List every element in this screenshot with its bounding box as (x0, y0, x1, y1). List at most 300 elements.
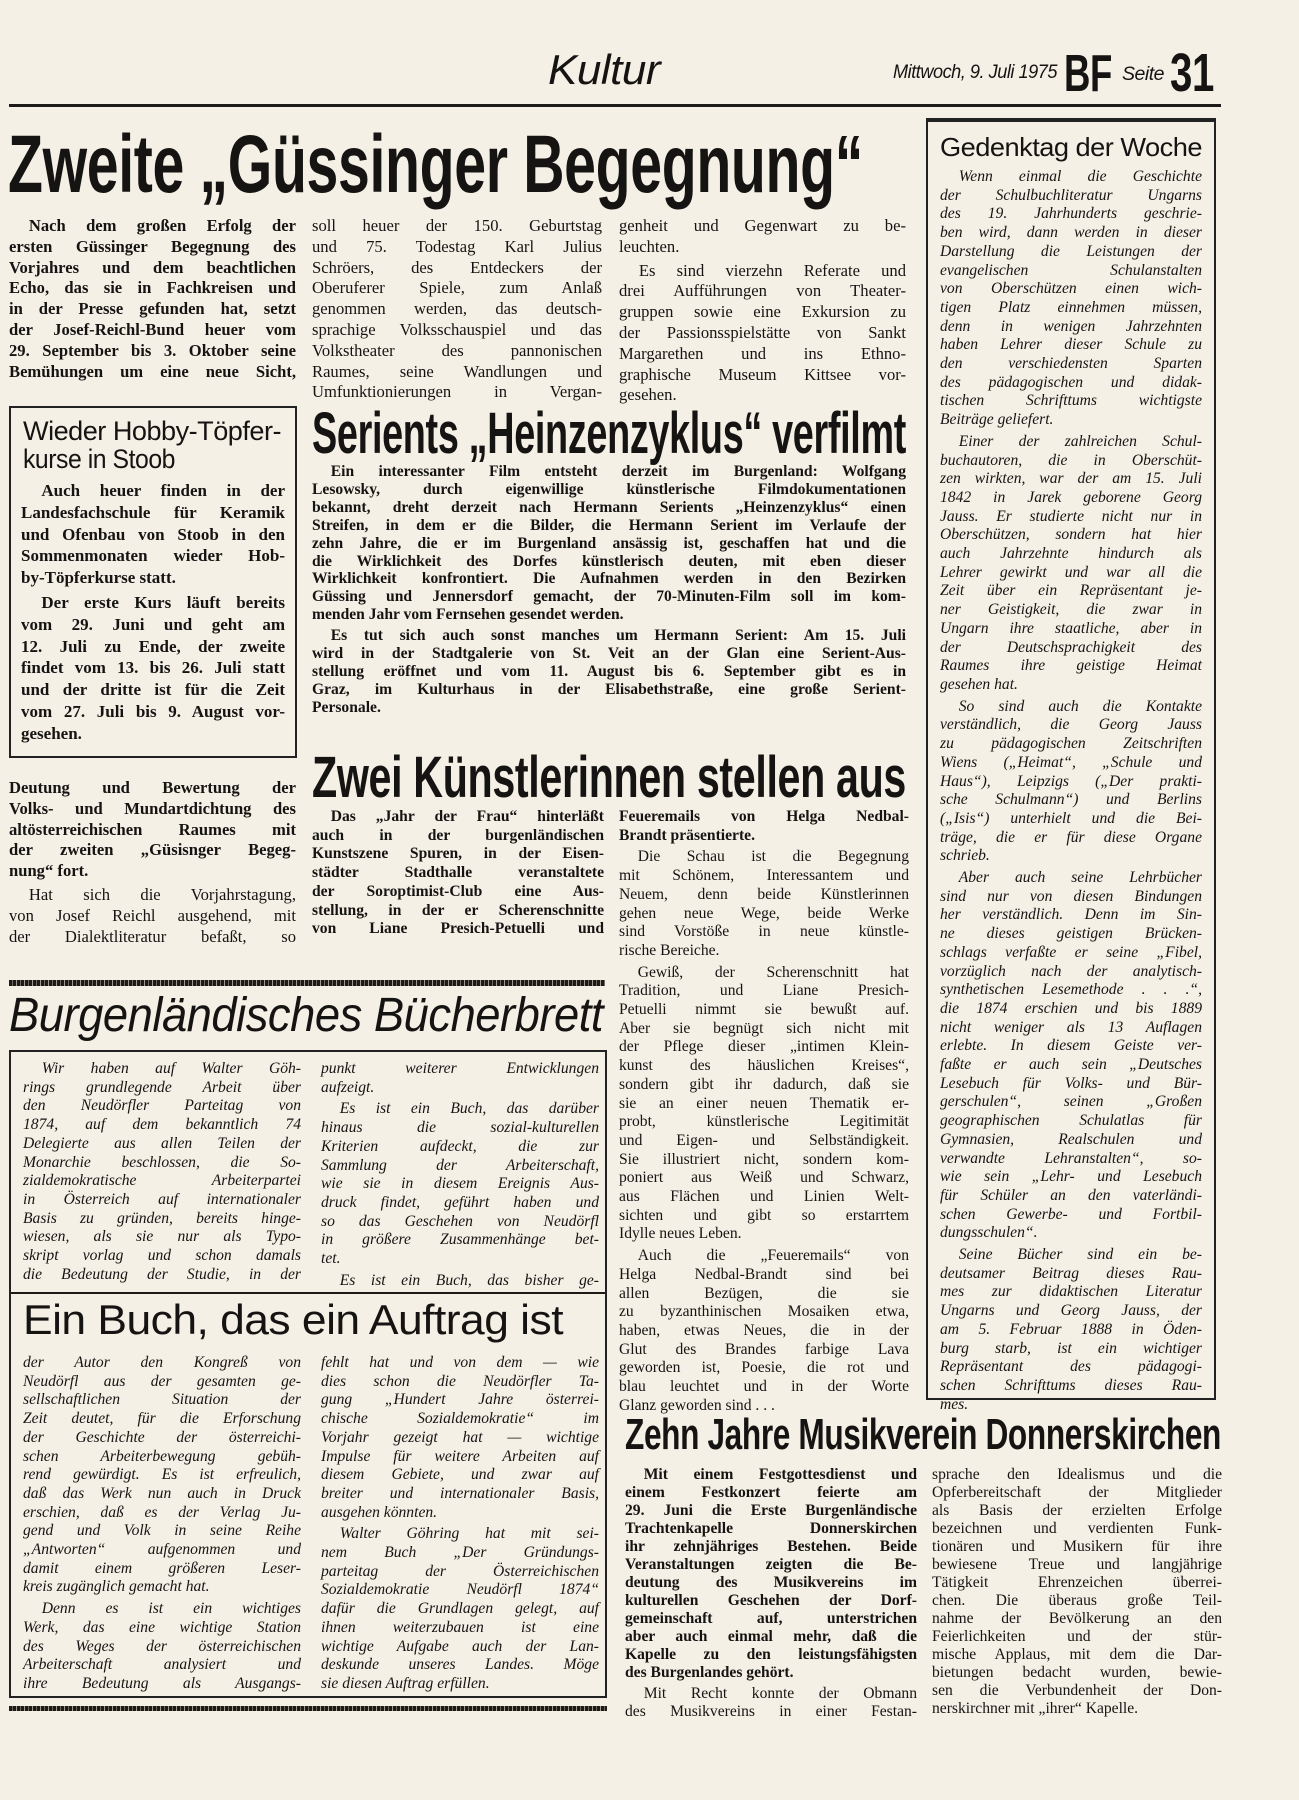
text-line: vorzüglich nach der analytisch- (940, 962, 1202, 980)
text-line: sind nur von diesen Bindungen (940, 887, 1202, 905)
text-line: Vorjahres und dem beachtlichen (9, 257, 296, 277)
text-line: Auch heuer finden in der (41, 481, 285, 500)
text-line: Aber sie begnügt sich nicht mit (619, 1019, 909, 1037)
hobby-pottery-box (9, 406, 297, 758)
text-line: allen Bezügen, die sie (619, 1284, 909, 1302)
text-line: sind Vorstöße in neue künstle- (619, 923, 909, 941)
text-line: Impulse für weitere Arbeiten auf (321, 1447, 599, 1465)
text-line: Zeit deutet, für die Erforschung (23, 1410, 301, 1428)
serient-article-body (312, 463, 906, 720)
text-line: bezeichnen und verdienten Funk- (932, 1520, 1222, 1537)
main-article-col3 (619, 216, 906, 409)
text-line: leuchten. (619, 236, 680, 256)
text-line: zu pädagogischen Zeitschriften (940, 735, 1202, 753)
text-line: kunst des häuslichen Kreises“, (619, 1057, 909, 1075)
text-line: chen. Die überaus große Teil- (932, 1592, 1222, 1609)
paragraph (619, 964, 909, 1245)
text-line: aufzeigt. (321, 1078, 375, 1096)
paragraph (932, 1466, 1222, 1718)
paragraph (23, 1600, 301, 1694)
text-line: rend gewürdigt. Es ist erfreulich, (23, 1466, 301, 1484)
paragraph (619, 1247, 909, 1415)
text-line: ihre Bedeutung als Ausgangs- (23, 1674, 301, 1692)
paragraph (312, 808, 604, 939)
text-line: ausgehen könnten. (321, 1503, 438, 1521)
paragraph (9, 885, 296, 947)
text-line: gung „Hundert Jahre österrei- (321, 1391, 599, 1409)
text-line: von Oberschützen einen wich- (940, 280, 1202, 298)
text-line: Aber auch seine Lehrbücher (958, 869, 1202, 887)
text-line: Das „Jahr der Frau“ hinterläßt (330, 808, 604, 825)
text-line: Echo, das sie in Fachkreisen und (9, 278, 296, 298)
text-line: als Basis der erzielten Erfolge (932, 1502, 1222, 1519)
text-line: gend und Volk in seine Reihe (23, 1522, 301, 1540)
paragraph (321, 1100, 599, 1268)
text-line: Lesowsky, durch eigenwillige künstlerische Filmdokumentationen (312, 480, 906, 498)
artists-headline-text: Zwei Künstlerinnen stellen aus (312, 745, 906, 810)
page-label (1122, 64, 1163, 86)
text-line: tischen Schrifttums wichtigste (940, 392, 1202, 410)
text-line: nahme der Bevölkerung an den (932, 1610, 1222, 1627)
book-section-col1 (23, 1060, 301, 1287)
text-line: Jauss. Er studierte nicht nur in (940, 507, 1202, 525)
text-line: nung“ fort. (9, 861, 89, 881)
text-line: Es ist ein Buch, das bisher ge- (339, 1271, 599, 1289)
text-line: Petuelli nimmt sie bewußt auf. (619, 1001, 909, 1019)
serient-headline-text: Serients „Heinzenzyklus“ verfilmt (312, 401, 906, 466)
paragraph (23, 1060, 301, 1284)
text-line: Denn es ist ein wichtiges (41, 1600, 301, 1618)
music-headline (625, 1410, 1299, 1460)
text-line: vom 29. Juni und geht am (21, 614, 285, 634)
text-line: Auch die „Feueremails“ von (637, 1247, 909, 1265)
hobby-title-line1: Wieder Hobby-Töpfer- (23, 416, 281, 446)
text-line: gruppen sowie eine Exkursion zu (619, 302, 906, 322)
text-line: und 75. Todestag Karl Julius (312, 236, 602, 256)
page-label-text: Seite (1122, 64, 1164, 85)
book-section-box (9, 1050, 607, 1698)
text-line: schlags verfaßte er seine „Fibel, (940, 943, 1202, 961)
text-line: der Autor den Kongreß von (23, 1354, 301, 1371)
main-article-col1 (9, 216, 296, 385)
text-line: damit einem größeren Leser- (23, 1559, 301, 1577)
text-line: poniert aus Weiß und Schwarz, (619, 1169, 909, 1187)
text-line: wie sie in diesem Ereignis Aus- (321, 1175, 599, 1193)
text-line: buchautoren, die in Oberschüt- (940, 451, 1202, 469)
paragraph (619, 848, 909, 960)
text-line: Tätigkeit Ehrenzeichen überrei- (932, 1574, 1222, 1591)
text-line: der Josef-Reichl-Bund heuer vom (9, 319, 296, 339)
text-line: drei Aufführungen von Theater- (619, 281, 906, 301)
text-line: erschien, daß es der Verlag Ju- (23, 1503, 301, 1521)
hobby-title-line2: kurse in Stoob (23, 444, 175, 474)
text-line: soll heuer der 150. Geburtstag (312, 216, 602, 235)
header-rule (9, 104, 1221, 107)
paragraph (619, 808, 909, 845)
text-line: Neudörfl aus der gesamten ge- (23, 1372, 301, 1390)
text-line: erlebte. In diesem Geiste ver- (940, 1037, 1202, 1055)
text-line: Landesfachschule für Keramik (21, 502, 285, 522)
text-line: deutung des Musikvereins im (625, 1574, 917, 1591)
text-line: Arbeiterschaft analysiert und (23, 1656, 301, 1674)
text-line: Graz, im Kulturhaus in der Elisabethstraße, eine große Serient- (312, 680, 906, 698)
artists-article-col1 (312, 808, 604, 942)
text-line: verwandte Lehranstalten“, so- (940, 1149, 1202, 1167)
text-line: deskunde unseres Landes. Möge (321, 1656, 599, 1674)
hobby-box-body (21, 480, 285, 748)
text-line: Nach dem großen Erfolg der (28, 216, 296, 235)
text-line: 1874, auf dem bekanntlich 74 (23, 1116, 301, 1134)
paragraph (321, 1525, 599, 1693)
text-line: zu byzanthinischen Mosaiken etwa, (619, 1303, 909, 1321)
text-line: ihr zehnjähriges Bestehen. Beide (625, 1538, 917, 1555)
music-article-col2 (932, 1466, 1222, 1721)
text-line: Raumes, seine Wandlungen und (312, 361, 602, 381)
text-line: und der dritte ist für die Zeit (21, 680, 285, 700)
text-line: träge, die er für diese Organe (940, 828, 1202, 846)
text-line: Walter Göhring hat mit sei- (339, 1525, 599, 1543)
text-line: nicht weniger als 13 Auflagen (940, 1018, 1202, 1036)
text-line: tet. (321, 1250, 341, 1268)
text-line: stellung, in der er Scherenschnitte (312, 901, 604, 919)
text-line: Helga Nedbal-Brandt sind bei (619, 1265, 909, 1283)
paragraph (321, 1060, 599, 1097)
text-line: geographischen Schulatlas für (940, 1112, 1202, 1130)
text-line: ersten Güssinger Begegnung des (9, 236, 296, 256)
memorial-title-text: Gedenktag der Woche (940, 132, 1202, 162)
text-line: kulturellen Geschehen der Dorf- (625, 1592, 917, 1609)
text-line: Vorjahr gezeigt hat — wichtige (321, 1428, 599, 1446)
text-line: Zeit über ein Repräsentant je- (940, 582, 1202, 600)
text-line: gemeinschaft auf, unterstrichen (625, 1610, 917, 1627)
text-line: bekannt, dreht derzeit nach Hermann Serients „Heinzenzyklus“ einen (312, 498, 906, 516)
text-line: Darstellung die Leistungen der (940, 242, 1202, 260)
hobby-box-title (23, 416, 280, 475)
text-line: mes zur didaktischen Literatur (940, 1283, 1202, 1301)
paragraph (940, 433, 1202, 695)
paragraph (940, 1246, 1202, 1414)
text-line: sche Schulmann“) und Berlins (940, 791, 1202, 809)
text-line: des 19. Jahrhunderts geschrie- (940, 205, 1202, 223)
paragraph (312, 627, 906, 717)
text-line: Wenn einmal die Geschichte (958, 168, 1202, 185)
text-line: 1842 in Jarek geborene Georg (940, 488, 1202, 506)
text-line: rings grundlegende Arbeit über (23, 1078, 301, 1096)
text-line: auch in der burgenländischen (312, 826, 604, 844)
text-line: 12. Juli zu Ende, der zweite (21, 636, 285, 656)
text-line: Personale. (312, 698, 381, 716)
text-line: skript vorlag und schon damals (23, 1247, 301, 1265)
text-line: menden Jahr vom Fernsehen gesendet werden. (312, 606, 624, 624)
text-line: Einer der zahlreichen Schul- (958, 432, 1202, 450)
book-section-col2 (321, 1060, 599, 1293)
paragraph (940, 168, 1202, 430)
text-line: Sammlung der Arbeiterschaft, (321, 1156, 599, 1174)
text-line: in Österreich auf internationaler (23, 1190, 301, 1208)
paragraph (321, 1272, 599, 1291)
text-line: dungsschulen“. (940, 1224, 1038, 1242)
paragraph (940, 698, 1202, 866)
text-line: Basis zu gründen, bereits hinge- (23, 1209, 301, 1227)
paragraph (312, 216, 602, 403)
text-line: Repräsentant des pädagogi- (940, 1358, 1202, 1376)
text-line: stellung eröffnet und vom 11. August bis 6. September gibt es in (312, 662, 906, 680)
text-line: Beiträge geliefert. (940, 411, 1054, 429)
text-line: Gymnasien, Realschulen und (940, 1130, 1202, 1148)
text-line: punkt weiterer Entwicklungen (321, 1060, 599, 1077)
text-line: Mit Recht konnte der Obmann (643, 1685, 917, 1702)
text-line: rische Bereiche. (619, 941, 720, 959)
text-line: zen wirkten, war der am 15. Juli (940, 470, 1202, 488)
text-line: Bemühungen um eine neue Sicht, (9, 361, 296, 381)
text-line: gehen neue Wege, beide Werke (619, 904, 909, 922)
text-line: burg starb, ist ein wichtiger (940, 1339, 1202, 1357)
text-line: Gewiß, der Scherenschnitt hat (637, 963, 909, 981)
text-line: ihnen weiterzubauen ist eine (321, 1618, 599, 1636)
text-line: mit Schönem, Interessantem und (619, 867, 909, 885)
text-line: sen die Verbundenheit der Don- (932, 1682, 1222, 1699)
text-line: Ungarn ihre staatliche, aber in (940, 619, 1202, 637)
text-line: mes. (940, 1395, 969, 1413)
text-line: Brandt präsentierte. (619, 826, 755, 844)
text-line: Volks- und Mundartdichtung des (9, 798, 296, 818)
text-line: die 1874 erschien und bis 1889 (940, 999, 1202, 1017)
text-line: Mit einem Festgottesdienst und (643, 1466, 917, 1483)
text-line: deutsamer Beitrag dieses Rau- (940, 1264, 1202, 1282)
paragraph (23, 1354, 301, 1597)
text-line: von Liane Presich-Petuelli und (312, 920, 604, 938)
text-line: Der erste Kurs läuft bereits (41, 592, 285, 612)
book-section-title-text: Burgenländisches Bücherbrett (9, 989, 603, 1042)
main-article-col2 (312, 216, 602, 406)
text-line: Delegierte aus allen Teilen der (23, 1134, 301, 1152)
memorial-box-title (940, 132, 1202, 163)
review-col1 (23, 1354, 301, 1697)
text-line: Sommenmonaten wieder Hob- (21, 546, 285, 566)
text-line: Lesebuch für Volks- und Bür- (940, 1074, 1202, 1092)
text-line: sondern gibt ihr dadurch, daß sie (619, 1075, 909, 1093)
review-title (23, 1296, 563, 1344)
text-line: zialdemokratische Arbeiterpartei (23, 1172, 301, 1190)
text-line: Idylle neues Leben. (619, 1225, 742, 1243)
text-line: bewiesene Treue und langjährige (932, 1556, 1222, 1573)
paragraph (619, 261, 906, 407)
text-line: Wirklichkeit konfrontiert. Die Aufnahmen werden in den Bezirken (312, 570, 906, 588)
text-line: Kriterien aufdeckt, die zur (321, 1137, 599, 1155)
paragraph (619, 216, 906, 258)
paragraph (9, 216, 296, 382)
text-line: der Schulbuchliteratur Ungarns (940, 186, 1202, 204)
section-divider (9, 980, 605, 986)
text-line: in größere Zusammenhänge bet- (321, 1231, 599, 1249)
text-line: wichtige Aufgabe auch der Lan- (321, 1637, 599, 1655)
text-line: sie an einer neuen Thematik er- (619, 1094, 909, 1112)
review-title-text: Ein Buch, das ein Auftrag ist (23, 1296, 563, 1343)
text-line: haben Lehrer dieser Schule zu (940, 336, 1202, 354)
text-line: haben, etwas Neues, die in der (619, 1321, 909, 1339)
text-line: geworden ist, Poesie, die rot und (619, 1359, 909, 1377)
text-line: schrieb. (940, 847, 990, 865)
text-line: schen Arbeiterbewegung gebüh- (23, 1447, 301, 1465)
text-line: dies schon die Neudörfler Ta- (321, 1372, 599, 1390)
text-line: gerschulen“, seinen „Großen (940, 1093, 1202, 1111)
issue-date-text: Mittwoch, 9. Juli 1975 (893, 62, 1057, 83)
memorial-box-body (940, 168, 1202, 1417)
text-line: zehn Jahre, die er im Burgenland ansässig ist, geschaffen hat und die (312, 534, 906, 552)
logo-text: BF (1064, 45, 1112, 103)
text-line: einem Festkonzert feierte am (625, 1484, 917, 1501)
text-line: So sind auch die Kontakte (958, 697, 1202, 715)
text-line: Sie illustriert nicht, sondern kom- (619, 1150, 909, 1168)
memorial-box (926, 118, 1216, 1413)
paragraph (625, 1685, 917, 1721)
text-line: denn in wenigen Jahrzehnten (940, 317, 1202, 335)
text-line: die Wirklichkeit des Dorfes künstlerisch deuten, mit eben dieser (312, 552, 906, 570)
text-line: Trachtenkapelle Donnerskirchen (625, 1520, 917, 1537)
main-headline-text: Zweite „Güssinger Begegnung“ (8, 119, 863, 210)
text-line: kreis zugänglich gemacht hat. (23, 1578, 210, 1596)
text-line: faßte er auch sein „Deutsches (940, 1056, 1202, 1074)
text-line: die Bedeutung der Studie, in der (23, 1265, 301, 1283)
text-line: Deutung und Bewertung der (9, 778, 296, 797)
review-col2 (321, 1354, 599, 1697)
text-line: für Schüler an den vaterländi- (940, 1186, 1202, 1204)
text-line: Opferbereitschaft der Mitglieder (932, 1484, 1222, 1501)
text-line: den verschiedensten Sparten (940, 355, 1202, 373)
page-number-text: 31 (1170, 43, 1214, 103)
music-article-col1 (625, 1466, 917, 1724)
text-line: und Ofenbau von Stoob in den (21, 524, 285, 544)
text-line: Tradition, und Liane Presich- (619, 982, 909, 1000)
text-line: druck findet, geführt haben und (321, 1193, 599, 1211)
text-line: Glut des Brandes farbige Lava (619, 1340, 909, 1358)
text-line: der Deutschsprachigkeit des (940, 638, 1202, 656)
main-article-col1-continued (9, 778, 296, 950)
text-line: mische Applaus, mit dem die Dar- (932, 1646, 1222, 1663)
text-line: Volkstheater des pannonischen (312, 340, 602, 360)
text-line: synthetischen Lesemethode . . .“, (940, 981, 1202, 999)
text-line: altösterreichischen Raumes mit (9, 819, 296, 839)
text-line: Margarethen und ins Ethno- (619, 343, 906, 363)
text-line: wiesen, als sie nur als Typo- (23, 1228, 301, 1246)
text-line: daß das Werk nun auch in Druck (23, 1484, 301, 1502)
text-line: Es tut sich auch sonst manches um Hermann Serient: Am 15. Juli (330, 627, 906, 645)
text-line: ne dieses geistigen Brücken- (940, 925, 1202, 943)
text-line: den Neudörfler Parteitag von (23, 1097, 301, 1115)
text-line: „Antworten“ aufgenommen und (23, 1541, 301, 1559)
text-line: sichten und gibt so erstarrtem (619, 1206, 909, 1224)
text-line: Die Schau ist die Begegnung (637, 848, 909, 866)
text-line: Oberschützen, sondern hat hier (940, 526, 1202, 544)
paragraph (940, 869, 1202, 1243)
text-line: der Geschichte der österreichi- (23, 1428, 301, 1446)
text-line: der Pflege dieser „intimen Klein- (619, 1038, 909, 1056)
text-line: des pädagogischen und didak- (940, 373, 1202, 391)
text-line: her verständlich. Denn im Sin- (940, 906, 1202, 924)
text-line: chische Sozialdemokratie“ im (321, 1410, 599, 1428)
text-line: und Eigen- und Selbständigkeit. (619, 1131, 909, 1149)
paragraph (21, 592, 285, 745)
text-line: aber auch einmal mehr, daß die (625, 1628, 917, 1645)
text-line: Neuem, denn beide Künstlerinnen (619, 885, 909, 903)
music-headline-text: Zehn Jahre Musikverein Donnerskirchen (625, 1410, 1221, 1459)
text-line: nerskirchner mit „ihrer“ Kapelle. (932, 1700, 1139, 1717)
text-line: 29. September bis 3. Oktober seine (9, 340, 296, 360)
text-line: hinaus die sozial-kulturellen (321, 1119, 599, 1137)
text-line: der zweiten „Güsisnger Begeg- (9, 840, 296, 860)
text-line: vom 27. Juli bis 9. August vor- (21, 701, 285, 721)
text-line: am 5. Februar 1888 in Öden- (940, 1320, 1202, 1338)
text-line: Wir haben auf Walter Göh- (41, 1060, 301, 1077)
text-line: Ungarns und Georg Jauss, der (940, 1302, 1202, 1320)
text-line: Ein interessanter Film entsteht derzeit im Burgenland: Wolfgang (330, 463, 906, 480)
text-line: Raumes ihre geistige Heimat (940, 657, 1202, 675)
text-line: ben wird, dann werden in dieser (940, 224, 1202, 242)
text-line: tionären und Musikern für ihre (932, 1538, 1222, 1555)
text-line: blau leuchtet und in der Worte (619, 1378, 909, 1396)
text-line: wird in der Stadtgalerie von St. Veit an der Glan eine Serient-Aus- (312, 645, 906, 663)
text-line: tigen Platz einnehmen müssen, (940, 298, 1202, 316)
review-divider (11, 1292, 605, 1294)
text-line: ner Geistigkeit, die zwar in (940, 601, 1202, 619)
text-line: sprachige Volksschauspiel und das (312, 319, 602, 339)
text-line: diesem Gebiete, und zwar auf (321, 1466, 599, 1484)
text-line: Sozialdemokratie Neudörfl 1874“ (321, 1581, 599, 1599)
text-line: gesehen hat. (940, 675, 1018, 693)
paragraph (321, 1354, 599, 1522)
text-line: evangelischen Schulanstalten (940, 261, 1202, 279)
issue-date (893, 62, 1065, 84)
text-line: breiter und internationaler Basis, (321, 1484, 599, 1502)
text-line: Lehrer gewirkt und war all die (940, 563, 1202, 581)
text-line: schen Schrifttums dieses Rau- (940, 1377, 1202, 1394)
text-line: Veranstaltungen zeigten die Be- (625, 1556, 917, 1573)
text-line: Kapelle zu den leistungsfähigsten (625, 1646, 917, 1663)
text-line: Feierlichkeiten und der stür- (932, 1628, 1222, 1645)
text-line: sprache den Idealismus und die (932, 1466, 1222, 1483)
text-line: dafür die Grundlagen gelegt, auf (321, 1600, 599, 1618)
text-line: Umfunktionierungen in Vergan- (312, 382, 602, 402)
text-line: genommen werden, das deutsch- (312, 299, 602, 319)
artists-article-col2 (619, 808, 909, 1419)
text-line: Es sind vierzehn Referate und (638, 260, 906, 280)
text-line: parteitag der Österreichischen (321, 1562, 599, 1580)
text-line: Glanz geworden sind . . . (619, 1396, 775, 1414)
text-line: Seine Bücher sind ein be- (958, 1246, 1202, 1264)
text-line: so das Geschehen von Neudörfl (321, 1212, 599, 1230)
text-line: Es ist ein Buch, das darüber (339, 1100, 599, 1118)
text-line: („Isis“) unterhielt und die Bei- (940, 809, 1202, 827)
text-line: Werk, das eine wichtige Station (23, 1618, 301, 1636)
text-line: Güssing und Jennersdorf gemacht, der 70-Minuten-Film soll im kom- (312, 588, 906, 606)
bottom-divider (9, 1706, 607, 1711)
text-line: gesehen. (619, 385, 677, 405)
text-line: Oberuferer Spiele, zum Anlaß (312, 278, 602, 298)
text-line: findet vom 13. bis 26. Juli statt (21, 658, 285, 678)
text-line: wie sein „Lehr- und Lesebuch (940, 1168, 1202, 1186)
text-line: sellschaftlichen Situation der (23, 1391, 301, 1409)
page-number (1170, 42, 1229, 104)
text-line: des Burgenlandes gehört. (625, 1664, 794, 1681)
paragraph (9, 778, 296, 882)
text-line: graphische Museum Kittsee vor- (619, 364, 906, 384)
text-line: by-Töpferkurse statt. (21, 568, 176, 588)
text-line: genheit und Gegenwart zu be- (619, 216, 906, 235)
text-line: Streifen, in dem er die Bilder, die Hermann Serient im Verlaufe der (312, 516, 906, 534)
text-line: Schröers, des Entdeckers der (312, 257, 602, 277)
text-line: in der Presse gefunden hat, setzt (9, 299, 296, 319)
book-section-title (9, 988, 638, 1043)
